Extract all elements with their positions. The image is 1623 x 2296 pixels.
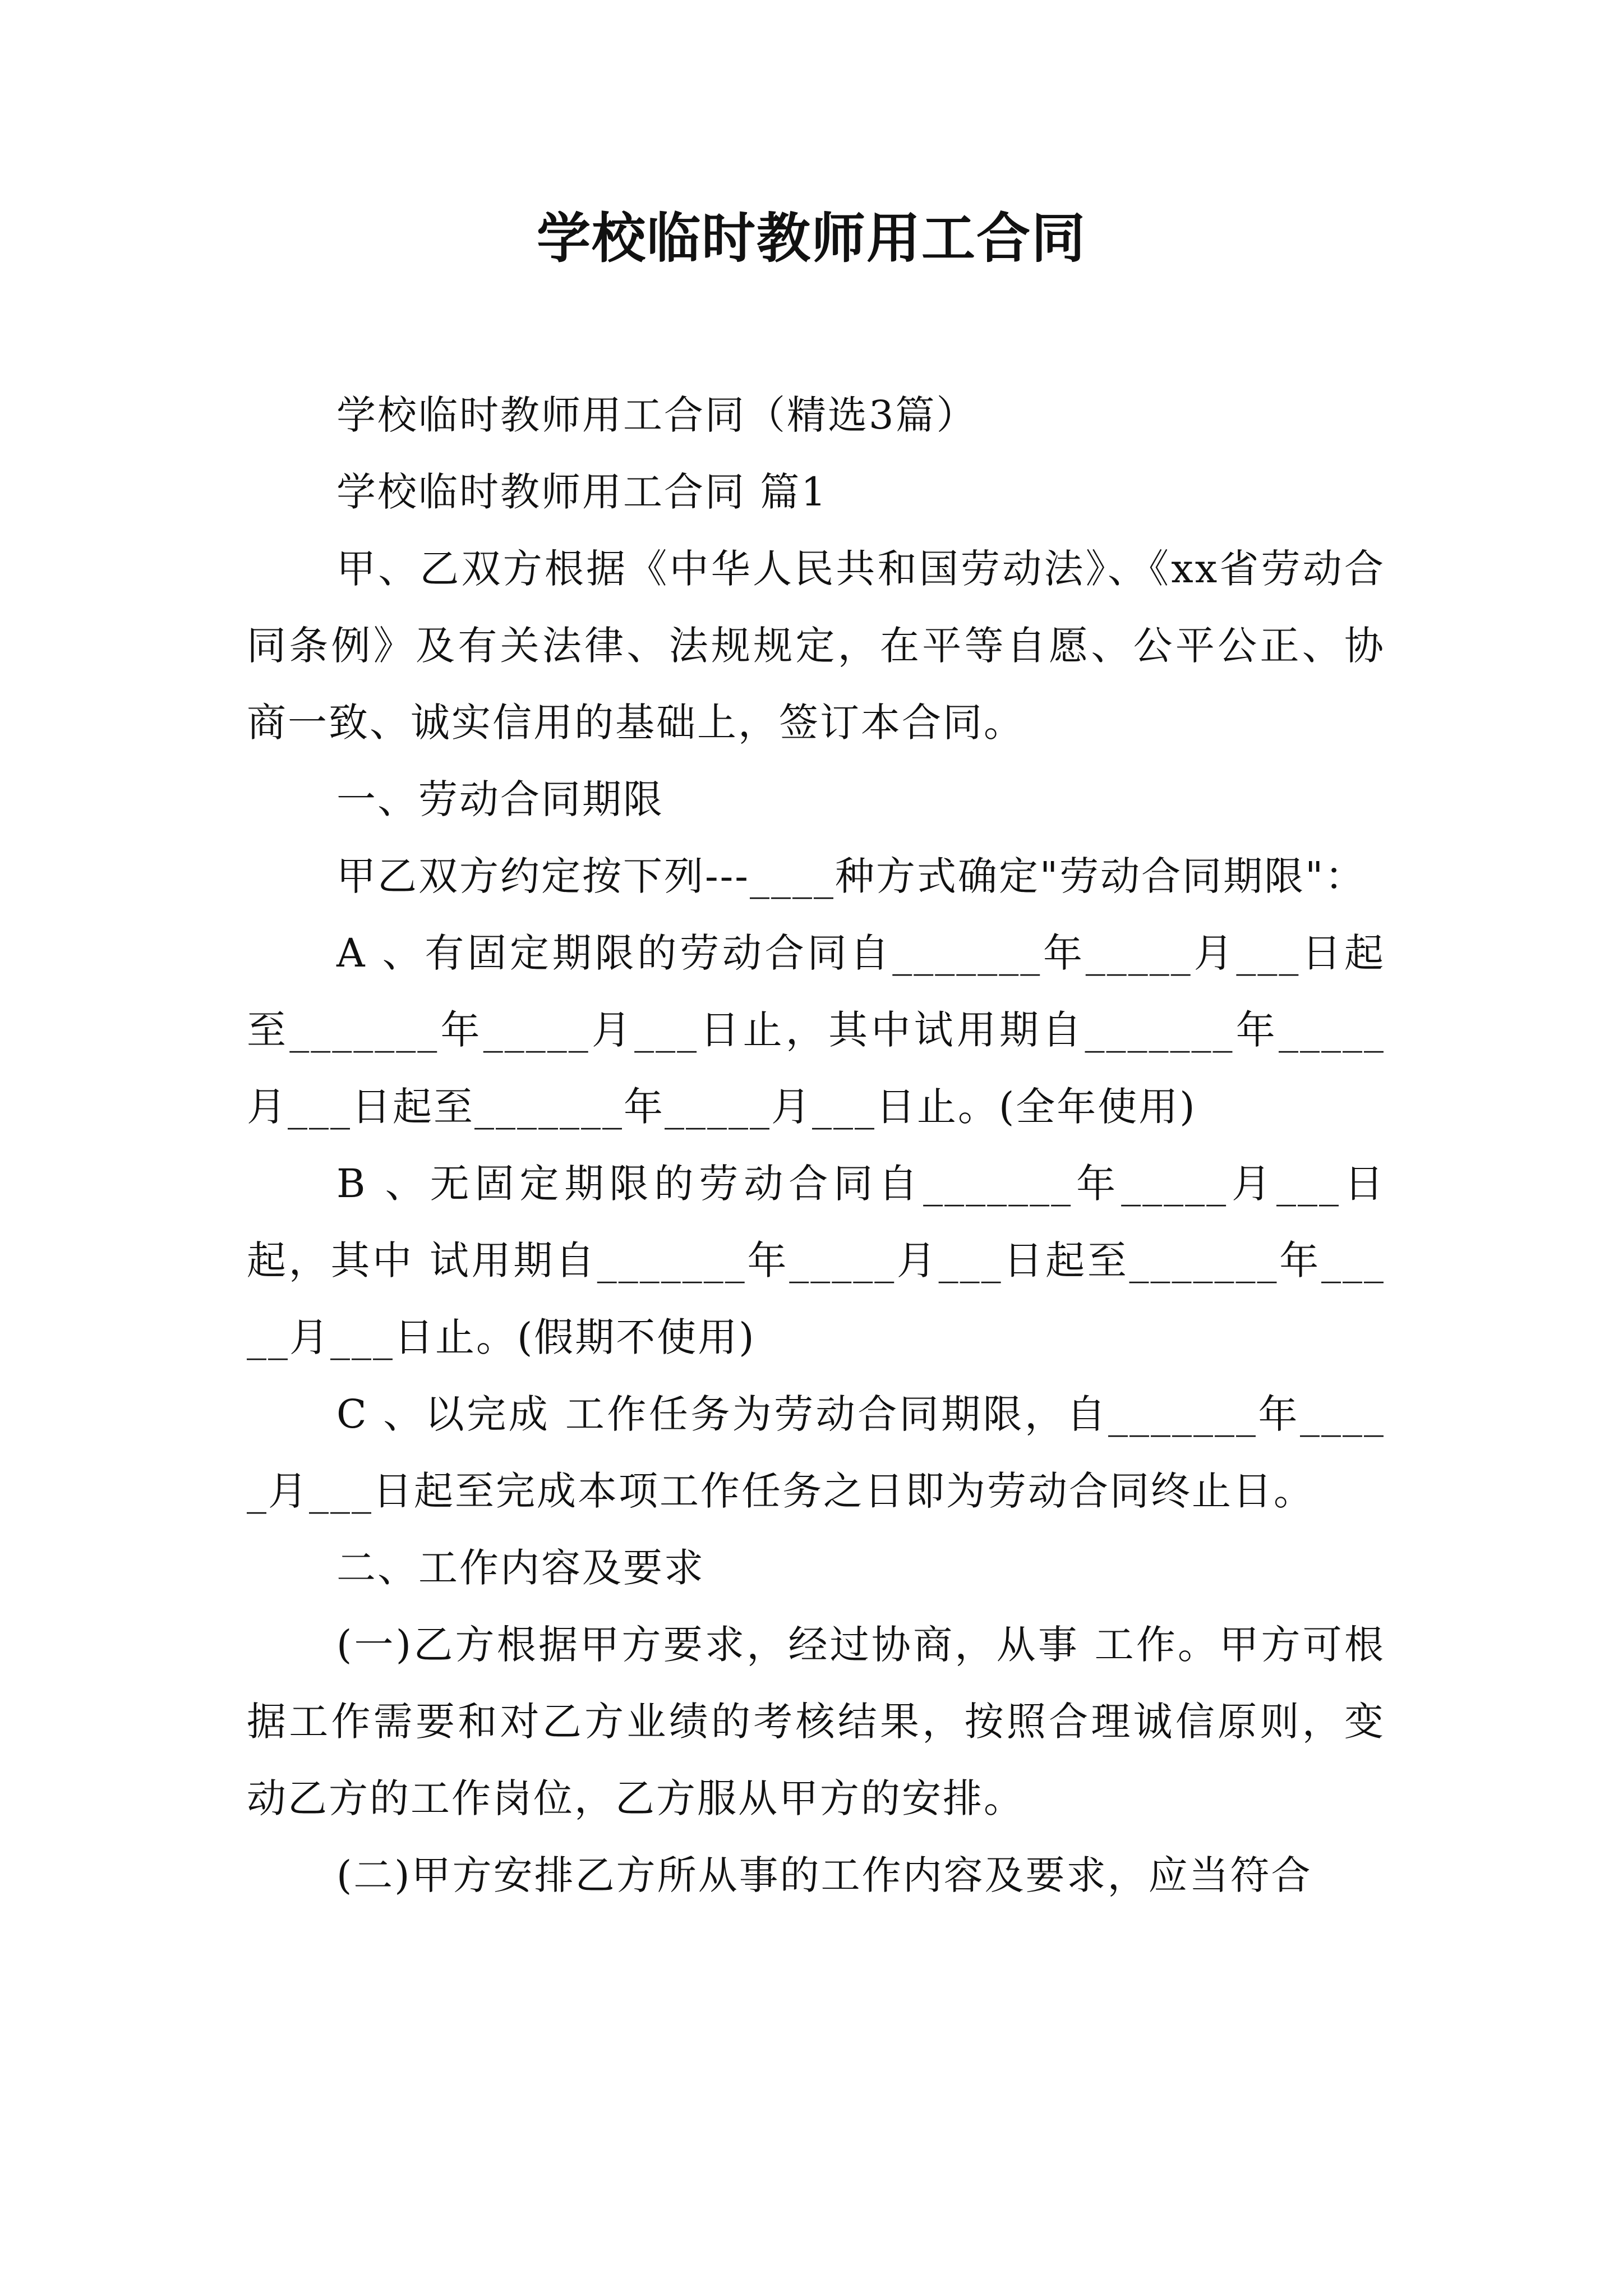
- paragraph-work-2: (二)甲方安排乙方所从事的工作内容及要求，应当符合: [336, 1852, 1312, 1898]
- paragraph-option-c: C 、以完成 工作任务为劳动合同期限，自_______年_____月___日起至完成本项工作任务之日即为劳动合同终止日。: [247, 1391, 1385, 1514]
- document-body: [247, 377, 1385, 1914]
- paragraph-subtitle: 学校临时教师用工合同（精选3篇）: [336, 392, 978, 438]
- paragraph-option-a: A 、有固定期限的劳动合同自_______年_____月___日起至_______年_____月___日止，其中试用期自_______年_____月___日起至_______年_____月___日止。(全年使用): [247, 930, 1385, 1130]
- document-title: 学校临时教师用工合同: [537, 207, 1086, 270]
- paragraph-heading-work: 二、工作内容及要求: [336, 1545, 705, 1591]
- paragraph-option-b: B 、无固定期限的劳动合同自_______年_____月___日起，其中 试用期自_______年_____月___日起至_______年_____月___日止。(假期不使用): [247, 1161, 1385, 1360]
- paragraph-preamble: 甲、乙双方根据《中华人民共和国劳动法》、《xx省劳动合同条例》及有关法律、法规规定，在平等自愿、公平公正、协商一致、诚实信用的基础上，签订本合同。: [247, 546, 1385, 746]
- paragraph-section-heading: 学校临时教师用工合同 篇1: [336, 469, 828, 515]
- paragraph-term-method: 甲乙双方约定按下列---____种方式确定"劳动合同期限"：: [336, 853, 1366, 899]
- paragraph-heading-term: 一、劳动合同期限: [336, 776, 664, 822]
- paragraph-work-1: (一)乙方根据甲方要求，经过协商，从事 工作。甲方可根据工作需要和对乙方业绩的考核结果，按照合理诚信原则，变动乙方的工作岗位，乙方服从甲方的安排。: [247, 1622, 1385, 1821]
